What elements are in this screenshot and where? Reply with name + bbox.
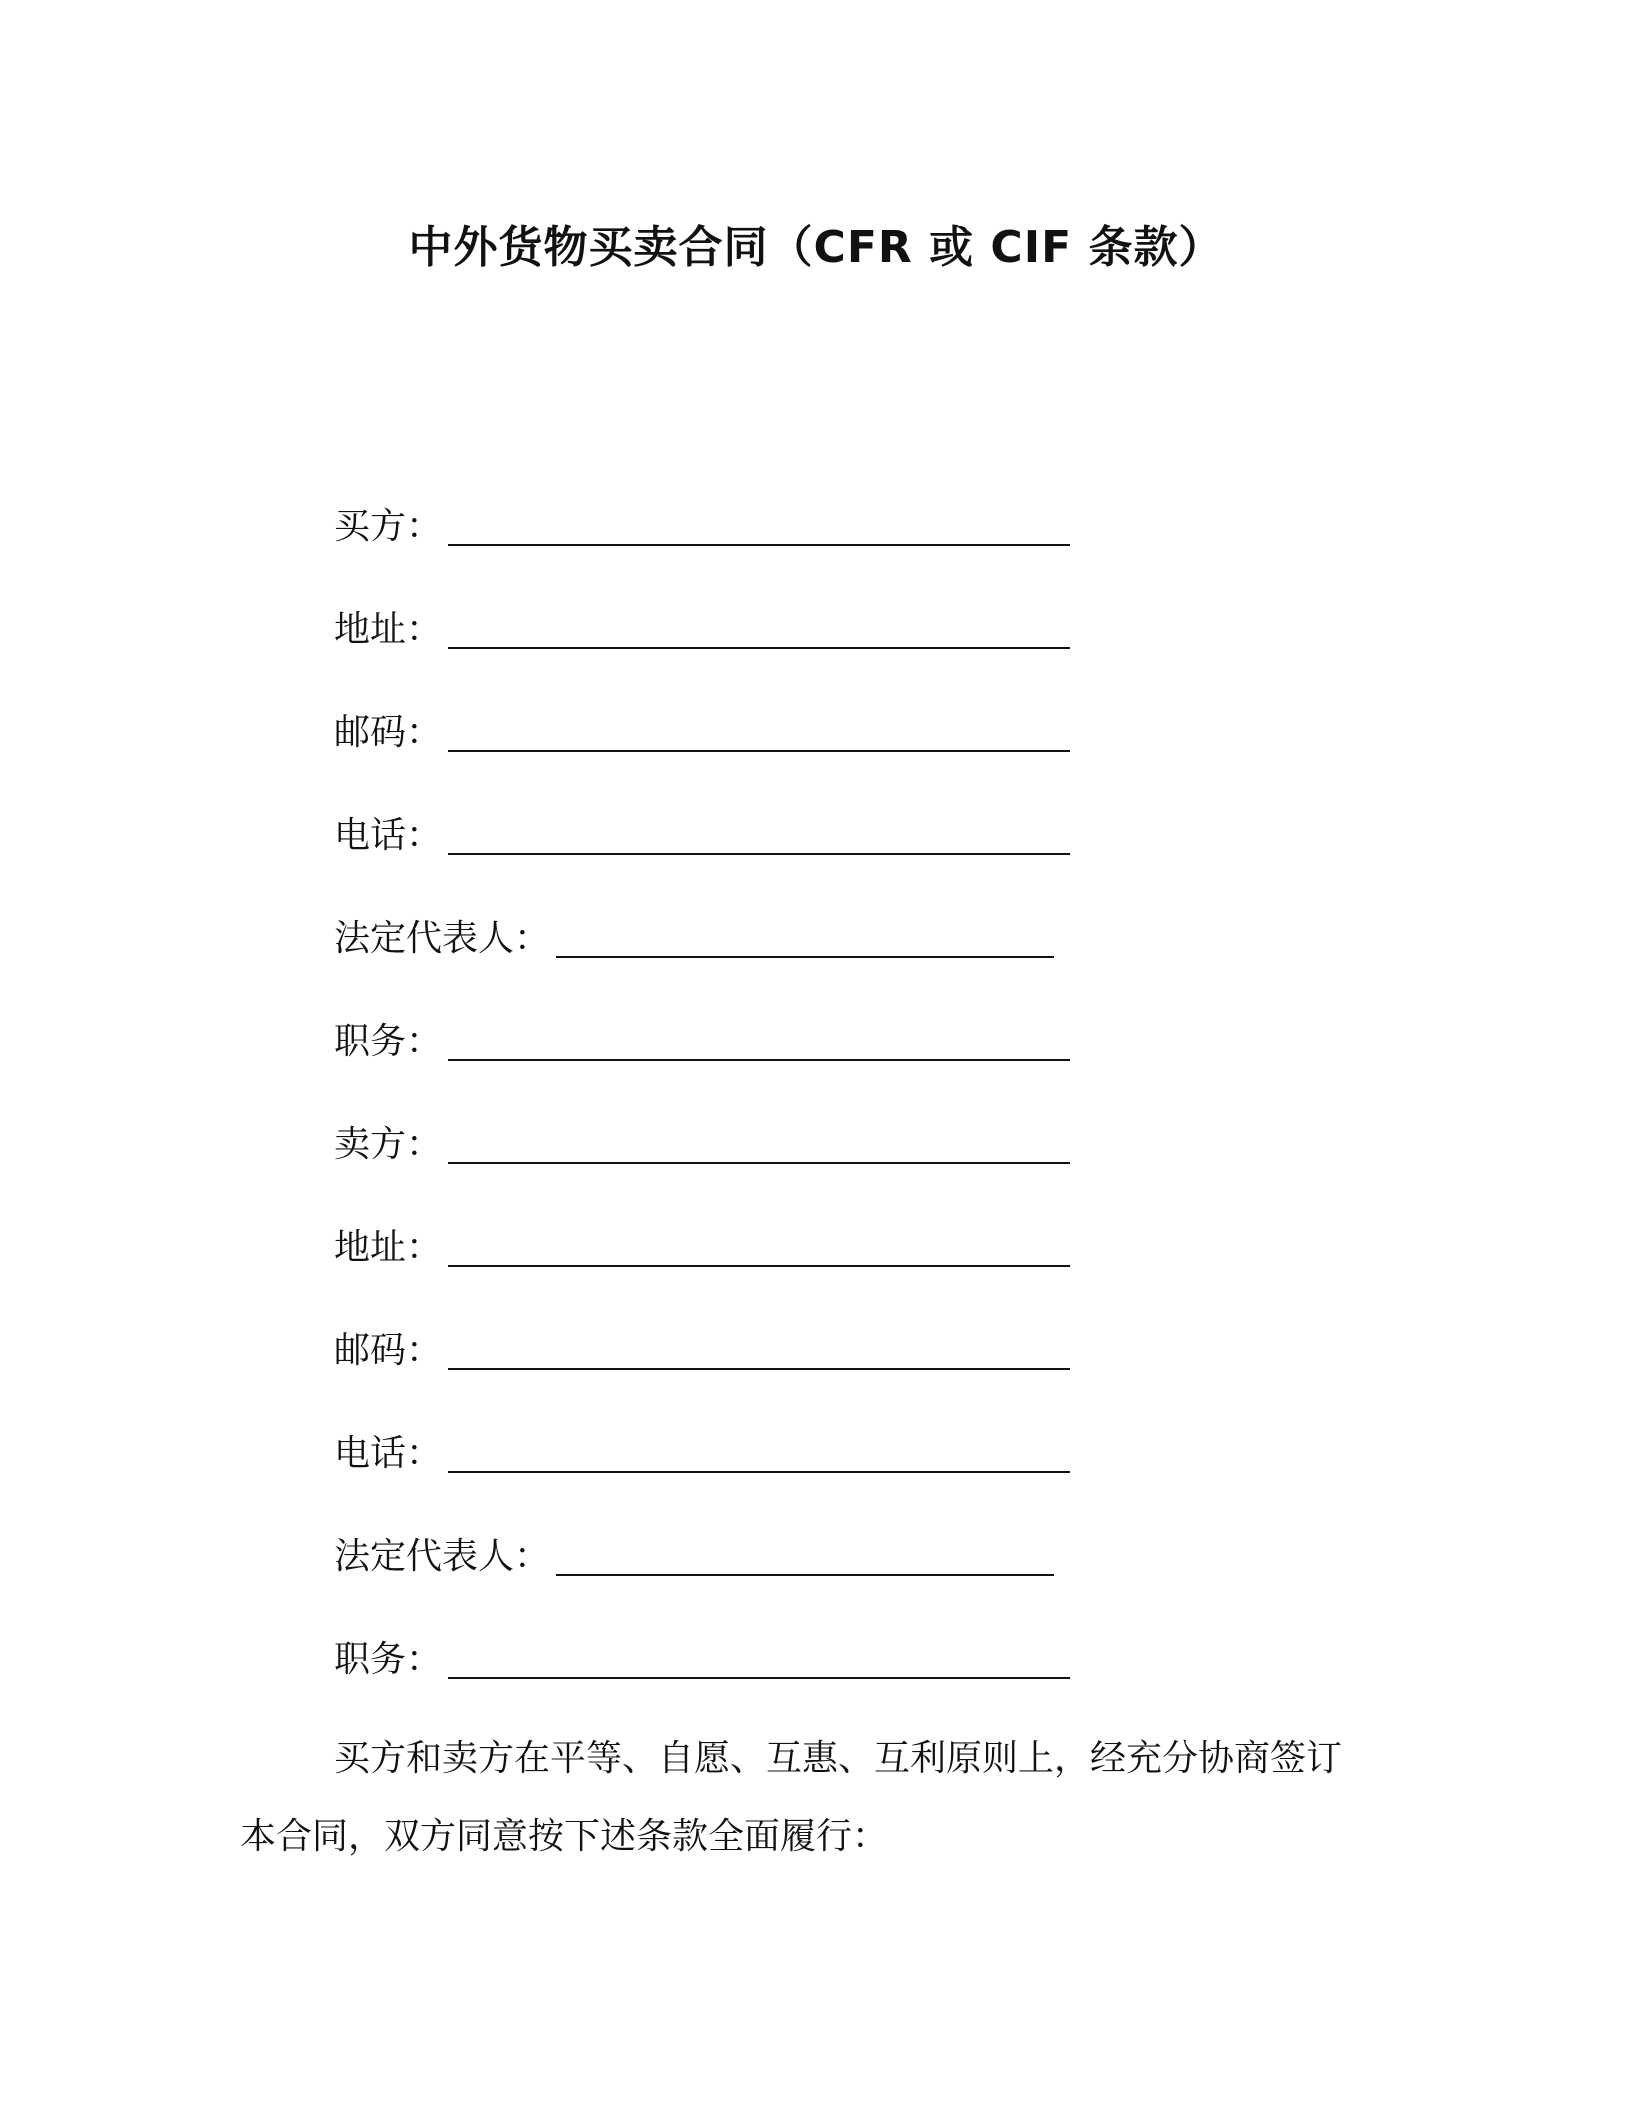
document-title: 中外货物买卖合同（CFR 或 CIF 条款） xyxy=(408,222,1224,273)
buyer-position-field xyxy=(334,1017,1070,1067)
buyer-phone-field xyxy=(334,811,1070,861)
seller-postcode-field xyxy=(334,1326,1070,1376)
fill-in-blank xyxy=(448,1641,1070,1679)
seller-phone-field xyxy=(334,1429,1070,1479)
intro-line-1: 买方和卖方在平等、自愿、互惠、互利原则上，经充分协商签订 xyxy=(334,1738,1343,1779)
field-label: 地址： xyxy=(334,609,443,650)
fill-in-blank xyxy=(448,817,1070,855)
field-label: 邮码： xyxy=(334,1330,443,1371)
buyer-legal-rep-field xyxy=(334,914,1054,964)
intro-paragraph xyxy=(240,1720,1390,1876)
field-label: 电话： xyxy=(334,815,443,856)
fill-in-blank xyxy=(448,1023,1070,1061)
fill-in-blank xyxy=(448,1229,1070,1267)
field-label: 电话： xyxy=(334,1433,443,1474)
fill-in-blank xyxy=(556,1538,1054,1576)
fill-in-blank xyxy=(448,1126,1070,1164)
field-label: 邮码： xyxy=(334,712,443,753)
field-label: 买方： xyxy=(334,506,443,547)
fill-in-blank xyxy=(448,1435,1070,1473)
field-label: 地址： xyxy=(334,1227,443,1268)
buyer-address-field xyxy=(334,605,1070,655)
seller-position-field xyxy=(334,1635,1070,1685)
fill-in-blank xyxy=(448,508,1070,546)
field-label: 法定代表人： xyxy=(334,1536,551,1577)
buyer-postcode-field xyxy=(334,708,1070,758)
seller-legal-rep-field xyxy=(334,1532,1054,1582)
fill-in-blank xyxy=(448,611,1070,649)
field-label: 法定代表人： xyxy=(334,918,551,959)
intro-line-2: 本合同，双方同意按下述条款全面履行： xyxy=(240,1816,889,1857)
field-label: 职务： xyxy=(334,1021,443,1062)
fill-in-blank xyxy=(556,920,1054,958)
seller-name-field xyxy=(334,1120,1070,1170)
seller-address-field xyxy=(334,1223,1070,1273)
field-label: 卖方： xyxy=(334,1124,443,1165)
fill-in-blank xyxy=(448,1332,1070,1370)
fill-in-blank xyxy=(448,714,1070,752)
buyer-name-field xyxy=(334,502,1070,552)
field-label: 职务： xyxy=(334,1639,443,1680)
